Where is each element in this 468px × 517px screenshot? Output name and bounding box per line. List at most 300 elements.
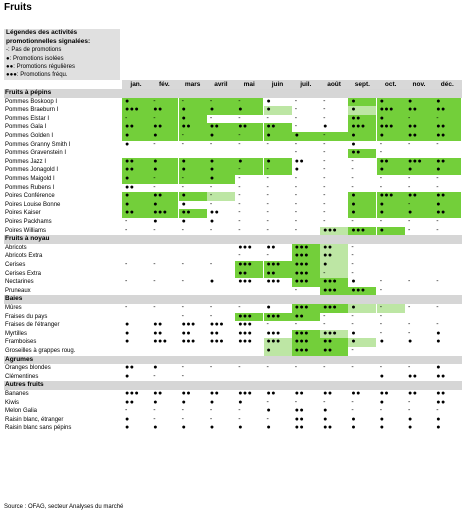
table-cell: -	[294, 218, 298, 225]
table-row	[4, 373, 462, 382]
table-cell: ●	[436, 364, 442, 372]
table-cell: -	[153, 226, 157, 234]
table-cell: -	[209, 183, 213, 191]
table-cell: ●●●	[266, 329, 281, 337]
table-row	[4, 123, 462, 132]
table-cell: ●	[348, 201, 376, 210]
table-cell: ●●	[320, 347, 348, 356]
table-cell: -	[294, 192, 298, 200]
table-cell	[433, 244, 461, 253]
table-cell: ●	[179, 106, 207, 115]
table-cell: -	[323, 166, 326, 174]
table-cell: -	[179, 98, 207, 107]
table-cell: ●	[264, 347, 292, 356]
table-cell: ●	[351, 278, 357, 286]
table-cell: -	[379, 312, 383, 320]
month-header: nov.	[412, 81, 426, 88]
table-row	[4, 201, 462, 210]
table-cell: ●	[379, 415, 385, 423]
table-cell: -	[125, 261, 128, 268]
table-cell: ●	[323, 123, 328, 131]
table-cell: -	[379, 218, 383, 225]
table-cell: ●●●	[320, 227, 348, 236]
table-cell	[150, 252, 178, 261]
table-cell: ●●	[433, 158, 461, 167]
table-cell: -	[323, 200, 326, 208]
table-cell: -	[436, 175, 440, 182]
table-cell: ●●●	[266, 278, 281, 286]
table-cell	[433, 252, 461, 261]
table-cell: -	[179, 132, 207, 141]
table-cell: -	[323, 209, 326, 217]
table-cell	[122, 149, 150, 158]
table-cell: ●	[266, 304, 272, 311]
table-row	[4, 364, 462, 373]
table-cell	[433, 313, 461, 322]
table-cell: -	[235, 132, 263, 141]
month-header: juin	[271, 81, 284, 88]
table-cell: -	[238, 140, 242, 148]
table-cell: ●●	[125, 183, 135, 191]
table-cell: ●●●	[209, 338, 225, 346]
table-cell	[405, 149, 433, 158]
table-cell: ●	[181, 398, 187, 406]
table-cell: ●	[348, 98, 376, 107]
table-row	[4, 287, 462, 296]
table-cell: ●●	[266, 390, 276, 397]
table-cell: -	[351, 269, 355, 277]
table-cell: -	[266, 226, 270, 234]
table-cell: ●	[150, 132, 178, 141]
table-cell: ●●●	[238, 321, 253, 329]
table-cell: ●	[153, 424, 159, 432]
table-cell: ●●	[264, 270, 292, 279]
table-cell: -	[294, 114, 298, 122]
table-cell: ●	[207, 132, 235, 141]
row-label: Pommes Maigold I	[5, 176, 55, 182]
table-cell: ●	[235, 158, 263, 167]
table-cell: ●●	[433, 123, 461, 132]
row-label: Groseilles à grappes roug.	[5, 348, 76, 354]
table-row	[4, 424, 462, 433]
table-cell: ●●●	[377, 106, 405, 115]
row-label: Pommes Rubens I	[5, 184, 55, 191]
table-cell	[122, 287, 150, 296]
month-header: jan.	[130, 81, 142, 88]
table-cell: -	[351, 252, 355, 260]
table-cell: -	[323, 114, 326, 122]
table-cell: -	[125, 278, 128, 286]
table-cell: ●●●	[125, 390, 140, 397]
table-cell: -	[436, 304, 440, 311]
table-cell: -	[209, 226, 213, 234]
table-cell: ●	[348, 304, 376, 313]
table-cell	[377, 261, 405, 270]
table-cell: ●	[125, 338, 130, 346]
category-row	[4, 381, 462, 390]
table-cell: -	[153, 415, 157, 423]
table-cell: -	[294, 106, 298, 114]
legend-title-line-1: Légendes des activités	[6, 29, 78, 36]
table-cell: ●●●	[292, 304, 320, 313]
table-cell: -	[408, 278, 411, 286]
table-cell: ●●●	[264, 338, 292, 347]
table-cell: ●	[125, 415, 130, 423]
table-cell: ●●	[294, 390, 305, 397]
category-label: Agrumes	[5, 355, 34, 363]
table-cell: -	[351, 321, 355, 329]
table-cell	[377, 270, 405, 279]
table-cell: -	[238, 192, 242, 200]
table-cell: ●	[209, 424, 215, 432]
table-cell	[235, 373, 263, 382]
table-cell: ●	[436, 424, 442, 432]
table-cell: -	[379, 329, 383, 337]
table-cell	[207, 347, 235, 356]
table-cell: ●●	[320, 338, 348, 347]
table-cell: ●●	[207, 123, 235, 132]
table-cell: -	[238, 252, 242, 260]
table-cell	[433, 261, 461, 270]
table-cell: ●●	[122, 166, 150, 175]
table-cell: ●●●	[150, 209, 178, 218]
table-cell: -	[436, 278, 440, 286]
table-row	[4, 227, 462, 236]
row-label: Clémentines	[5, 373, 39, 380]
table-cell: -	[209, 364, 213, 372]
table-cell: ●	[125, 329, 130, 337]
table-cell: ●	[266, 424, 272, 432]
table-cell: -	[351, 407, 355, 415]
table-cell: -	[408, 364, 411, 372]
table-cell: -	[294, 140, 298, 148]
month-header: déc.	[440, 81, 454, 88]
table-cell: ●	[351, 415, 357, 423]
table-cell: -	[323, 364, 326, 372]
month-header: juil.	[300, 81, 312, 88]
table-cell: -	[433, 115, 461, 124]
row-label: Cerises	[5, 262, 26, 268]
table-row	[4, 330, 462, 339]
table-cell: ●●	[351, 390, 361, 397]
table-cell: ●	[179, 158, 207, 167]
table-cell	[348, 373, 376, 382]
table-cell: ●	[348, 106, 376, 115]
table-cell: ●	[207, 106, 235, 115]
table-cell: -	[238, 183, 242, 191]
table-cell: -	[351, 261, 355, 268]
row-label: Raisin blanc sans pépins	[5, 425, 72, 432]
table-cell: -	[294, 123, 298, 131]
table-cell	[377, 252, 405, 261]
table-cell: ●●●	[292, 338, 320, 347]
table-cell: ●●	[294, 415, 305, 423]
table-cell: -	[266, 252, 270, 260]
row-label: Myrtilles	[5, 330, 27, 337]
table-cell: ●●	[433, 106, 461, 115]
table-cell: -	[408, 226, 411, 234]
table-cell: -	[323, 312, 326, 320]
table-cell: ●●●	[292, 347, 320, 356]
table-cell: ●●	[122, 158, 150, 167]
table-cell	[377, 347, 405, 356]
table-cell: ●	[125, 140, 130, 148]
table-cell: -	[408, 175, 411, 182]
table-cell: ●●	[377, 158, 405, 167]
table-cell: -	[153, 183, 157, 191]
table-cell: ●	[348, 192, 376, 201]
row-label: Pommes Granny Smith I	[5, 141, 71, 148]
table-cell: -	[181, 312, 185, 320]
table-row	[4, 416, 462, 425]
table-cell: ●●	[150, 123, 178, 132]
table-cell: -	[323, 157, 326, 165]
legend-item-regular: ●●: Promotions régulières	[6, 64, 75, 70]
table-cell: ●●●	[264, 313, 292, 322]
table-cell: ●●	[266, 243, 276, 251]
table-cell: -	[266, 398, 270, 406]
table-cell: -	[266, 175, 270, 182]
table-cell: ●	[377, 132, 405, 141]
table-cell: -	[209, 312, 213, 320]
table-row	[4, 347, 462, 356]
table-cell: -	[294, 200, 298, 208]
table-cell: ●	[292, 132, 320, 141]
table-cell: ●●	[323, 390, 333, 397]
table-cell: -	[408, 183, 411, 191]
table-cell: ●	[323, 407, 328, 415]
table-cell: ●●●	[181, 338, 196, 346]
table-cell: ●●	[235, 270, 263, 279]
table-cell: ●	[209, 278, 215, 286]
table-cell: -	[264, 166, 292, 175]
table-cell: -	[379, 175, 383, 182]
table-cell	[207, 270, 235, 279]
table-cell: ●	[122, 192, 150, 201]
table-cell: -	[408, 218, 411, 225]
table-row	[4, 184, 462, 193]
category-row	[4, 356, 462, 365]
table-cell: -	[181, 183, 185, 191]
row-label: Pommes Boskoop I	[5, 98, 58, 105]
table-cell: ●●●	[292, 330, 320, 339]
table-cell	[235, 287, 263, 296]
table-cell: ●	[433, 98, 461, 107]
table-cell	[433, 270, 461, 279]
table-cell: ●	[122, 175, 150, 184]
table-cell: ●●	[153, 321, 163, 329]
month-header: mai	[243, 81, 255, 88]
table-cell: ●●	[294, 424, 305, 432]
table-cell: -	[379, 286, 383, 294]
row-label: Pommes Jonagold I	[5, 167, 59, 174]
table-cell: ●●	[179, 209, 207, 218]
table-cell: ●●●	[348, 287, 376, 296]
table-cell: ●●●	[320, 304, 348, 313]
month-header-row	[122, 80, 462, 89]
table-cell: -	[209, 304, 213, 311]
table-cell: ●	[348, 132, 376, 141]
table-cell: ●	[433, 201, 461, 210]
table-cell: -	[320, 270, 348, 279]
table-cell: ●	[125, 321, 130, 329]
table-cell: -	[181, 364, 185, 372]
table-cell: ●	[207, 175, 235, 184]
table-cell: ●●●	[320, 278, 348, 287]
table-cell: ●	[408, 338, 413, 346]
table-cell: -	[323, 149, 326, 157]
table-cell: -	[150, 175, 178, 184]
table-cell: ●	[377, 166, 405, 175]
table-row	[4, 192, 462, 201]
table-cell: -	[266, 415, 270, 423]
table-cell	[207, 149, 235, 158]
table-cell: -	[408, 398, 411, 406]
table-cell: -	[153, 261, 157, 268]
table-cell: ●●●	[122, 106, 150, 115]
table-cell: -	[181, 304, 185, 311]
table-cell	[122, 244, 150, 253]
table-cell	[150, 244, 178, 253]
table-cell: ●●●	[292, 261, 320, 270]
table-cell: ●●●	[181, 321, 196, 329]
table-cell: ●●	[209, 209, 220, 217]
table-cell: ●●	[348, 149, 376, 158]
table-cell: -	[323, 97, 326, 105]
table-cell	[405, 313, 433, 322]
table-cell: ●●●	[377, 123, 405, 132]
table-cell	[433, 149, 461, 158]
table-cell: -	[238, 415, 242, 423]
table-cell: -	[150, 98, 178, 107]
table-cell: -	[436, 183, 440, 191]
table-cell: -	[436, 407, 440, 415]
table-cell	[207, 373, 235, 382]
legend-item-frequent: ●●●: Promotions fréqu.	[6, 72, 68, 79]
table-cell	[122, 270, 150, 279]
table-row	[4, 321, 462, 330]
table-cell: -	[238, 407, 242, 415]
table-cell: ●	[351, 140, 357, 148]
table-cell: -	[351, 183, 355, 191]
table-cell: -	[181, 278, 185, 286]
table-cell: ●●●	[238, 329, 253, 337]
table-cell: ●●●	[238, 338, 253, 346]
table-cell: ●●	[209, 390, 220, 397]
table-cell: ●	[377, 98, 405, 107]
row-label: Pruneaux	[5, 287, 31, 294]
table-cell: ●	[150, 201, 178, 210]
table-cell: ●	[351, 329, 357, 337]
table-cell	[405, 261, 433, 270]
table-cell: ●●	[264, 123, 292, 132]
table-cell: -	[125, 218, 128, 225]
table-row	[4, 115, 462, 124]
table-cell: -	[153, 407, 157, 415]
table-cell: ●	[408, 415, 413, 423]
table-cell: -	[351, 398, 355, 406]
table-cell: -	[238, 209, 242, 217]
table-row	[4, 338, 462, 347]
page-title: Fruits	[4, 2, 32, 13]
month-header: août	[327, 81, 341, 88]
table-cell	[235, 149, 263, 158]
table-cell: ●●	[150, 192, 178, 201]
table-row	[4, 175, 462, 184]
table-cell	[179, 287, 207, 296]
table-cell: ●	[122, 132, 150, 141]
table-cell: -	[181, 372, 185, 380]
table-cell: -	[209, 114, 213, 122]
table-cell: ●●●	[238, 278, 253, 286]
table-cell: ●	[238, 424, 243, 432]
table-cell	[150, 287, 178, 296]
table-cell	[292, 373, 320, 382]
table-cell: -	[294, 97, 298, 105]
table-cell: -	[266, 218, 270, 225]
table-cell	[179, 270, 207, 279]
table-cell: ●●	[125, 398, 135, 406]
table-cell: -	[238, 304, 242, 311]
table-cell: -	[377, 304, 405, 313]
table-cell: ●●●	[235, 313, 263, 322]
table-cell	[179, 149, 207, 158]
table-cell: -	[408, 140, 411, 148]
row-label: Cerises Extra	[5, 270, 42, 277]
table-cell: -	[209, 140, 213, 148]
table-cell	[433, 287, 461, 296]
table-cell: -	[294, 226, 298, 234]
table-row	[4, 149, 462, 158]
table-cell: ●●	[436, 390, 446, 397]
table-cell	[264, 149, 292, 158]
table-cell	[179, 252, 207, 261]
table-cell: -	[379, 140, 383, 148]
table-cell: ●	[209, 398, 215, 406]
table-cell: ●●	[348, 115, 376, 124]
table-cell: ●●●	[209, 321, 225, 329]
table-cell: ●●	[122, 209, 150, 218]
table-cell: -	[238, 175, 242, 182]
table-row	[4, 261, 462, 270]
row-label: Abricots Extra	[5, 253, 43, 260]
table-cell: -	[238, 200, 242, 208]
table-cell: ●●	[408, 390, 418, 397]
table-cell: ●	[209, 218, 215, 225]
legend-box	[4, 29, 120, 80]
table-cell: ●●	[405, 123, 433, 132]
table-cell: -	[125, 226, 128, 234]
table-cell: -	[238, 218, 242, 225]
table-cell: -	[294, 321, 298, 329]
table-cell: ●●	[122, 123, 150, 132]
table-cell: ●●	[323, 424, 333, 432]
table-cell: -	[209, 261, 213, 268]
table-row	[4, 244, 462, 253]
table-cell: ●	[207, 158, 235, 167]
table-cell: -	[351, 364, 355, 372]
table-cell: -	[294, 183, 298, 191]
table-cell: ●	[122, 201, 150, 210]
table-cell: ●●●	[348, 123, 376, 132]
table-row	[4, 390, 462, 399]
table-row	[4, 141, 462, 150]
table-row	[4, 166, 462, 175]
table-cell	[264, 373, 292, 382]
table-cell: -	[320, 132, 348, 141]
table-cell: ●	[348, 338, 376, 347]
row-label: Bananes	[5, 391, 29, 397]
